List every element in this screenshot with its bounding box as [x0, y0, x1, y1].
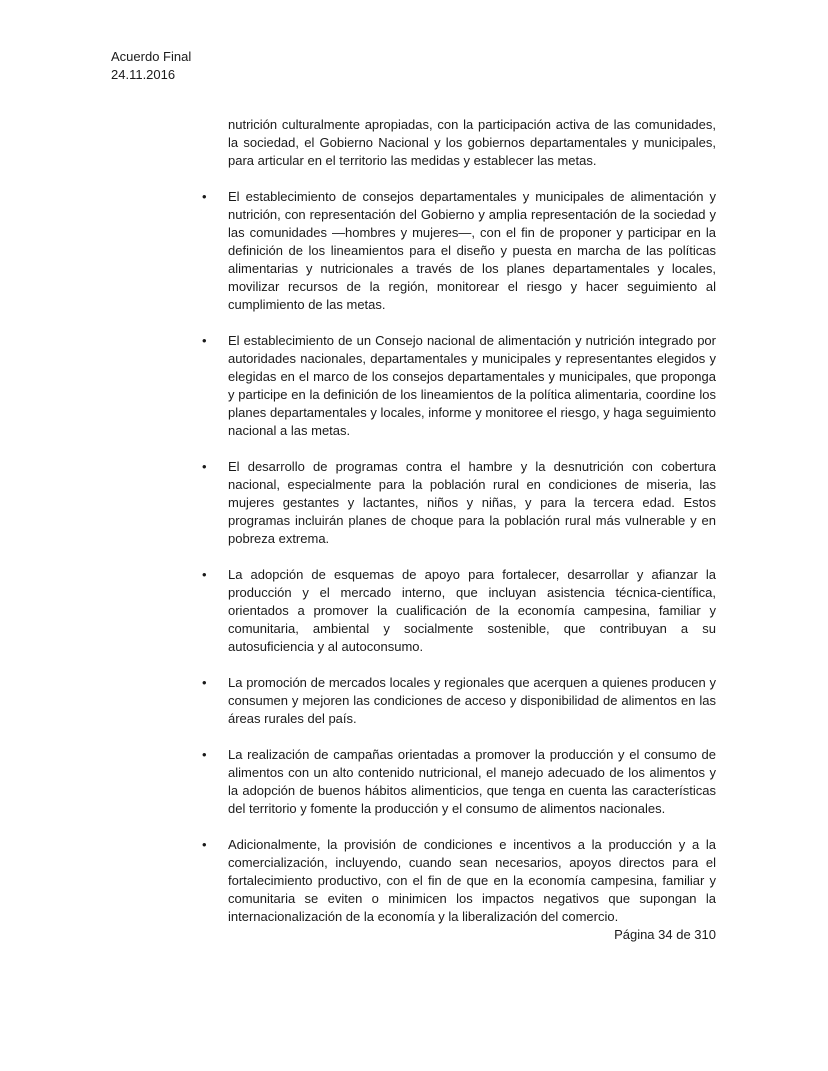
bullet-icon: • [202, 837, 207, 852]
bullet-icon: • [202, 459, 207, 474]
bullet-text: La adopción de esquemas de apoyo para fortalecer, desarrollar y afianzar la producción y el mercado interno, que incluyan asistencia técnica-científica, orientados a promover la cualificación de la economía campesina, familiar y comunitaria, ambiental y socialmente sostenible, que contribuyan a su autosuficiencia y al autoconsumo. [228, 567, 716, 654]
bullet-text: La promoción de mercados locales y regionales que acerquen a quienes producen y consumen y mejoren las condiciones de acceso y disponibilidad de alimentos en las áreas rurales del país. [228, 675, 716, 726]
bullet-icon: • [202, 675, 207, 690]
document-body [202, 116, 716, 944]
bullet-icon: • [202, 189, 207, 204]
bullet-text: El desarrollo de programas contra el hambre y la desnutrición con cobertura nacional, especialmente para la población rural en condiciones de miseria, las mujeres gestantes y lactantes, niños y niñas, y para la tercera edad. Estos programas incluirán planes de choque para la población rural más vulnerable y en pobreza extrema. [228, 459, 716, 546]
bullet-item-mercados-locales [202, 674, 716, 728]
bullet-item-campanas [202, 746, 716, 818]
document-title: Acuerdo Final [111, 49, 192, 64]
document-date: 24.11.2016 [111, 67, 176, 82]
intro-paragraph: nutrición culturalmente apropiadas, con la participación activa de las comunidades, la sociedad, el Gobierno Nacional y los gobiernos departamentales y municipales, para articular en el territorio las medidas y establecer las metas. [228, 117, 716, 168]
page-header [111, 48, 191, 84]
bullet-icon: • [202, 747, 207, 762]
bullet-item-programas-hambre [202, 458, 716, 548]
bullet-icon: • [202, 333, 207, 348]
bullet-item-consejos-departamentales [202, 188, 716, 314]
bullet-text: El establecimiento de un Consejo nacional de alimentación y nutrición integrado por autoridades nacionales, departamentales y municipales y representantes elegidos y elegidas en el marco de los consejos departamentales y municipales, que proponga y participe en la definición de los lineamientos de la política alimentaria, coordine los planes departamentales y locales, informe y monitoree el riesgo, y haga seguimiento nacional a las metas. [228, 333, 716, 438]
bullet-item-esquemas-apoyo [202, 566, 716, 656]
bullet-icon: • [202, 567, 207, 582]
bullet-text: Adicionalmente, la provisión de condiciones e incentivos a la producción y a la comercialización, incluyendo, cuando sean necesarios, apoyos directos para el fortalecimiento productivo, con el fin de que en la economía campesina, familiar y comunitaria se eviten o minimicen los impactos negativos que supongan la internacionalización de la economía y la liberalización del comercio. [228, 837, 716, 924]
bullet-item-consejo-nacional [202, 332, 716, 440]
page-number: Página 34 de 310 [614, 927, 716, 942]
bullet-text: La realización de campañas orientadas a promover la producción y el consumo de alimentos con un alto contenido nutricional, el manejo adecuado de los alimentos y la adopción de buenos hábitos alimenticios, que tenga en cuenta las características del territorio y fomente la producción y el consumo de alimentos nacionales. [228, 747, 716, 816]
bullet-list [202, 188, 716, 926]
bullet-item-incentivos [202, 836, 716, 926]
bullet-text: El establecimiento de consejos departamentales y municipales de alimentación y nutrición, con representación del Gobierno y amplia representación de la sociedad y las comunidades —hombres y mujeres—, con el fin de proponer y participar en la definición de los lineamientos para el diseño y puesta en marcha de las políticas alimentarias y nutricionales a través de los planes departamentales y locales, movilizar recursos de la región, monitorear el riesgo y hacer seguimiento al cumplimiento de las metas. [228, 189, 716, 312]
